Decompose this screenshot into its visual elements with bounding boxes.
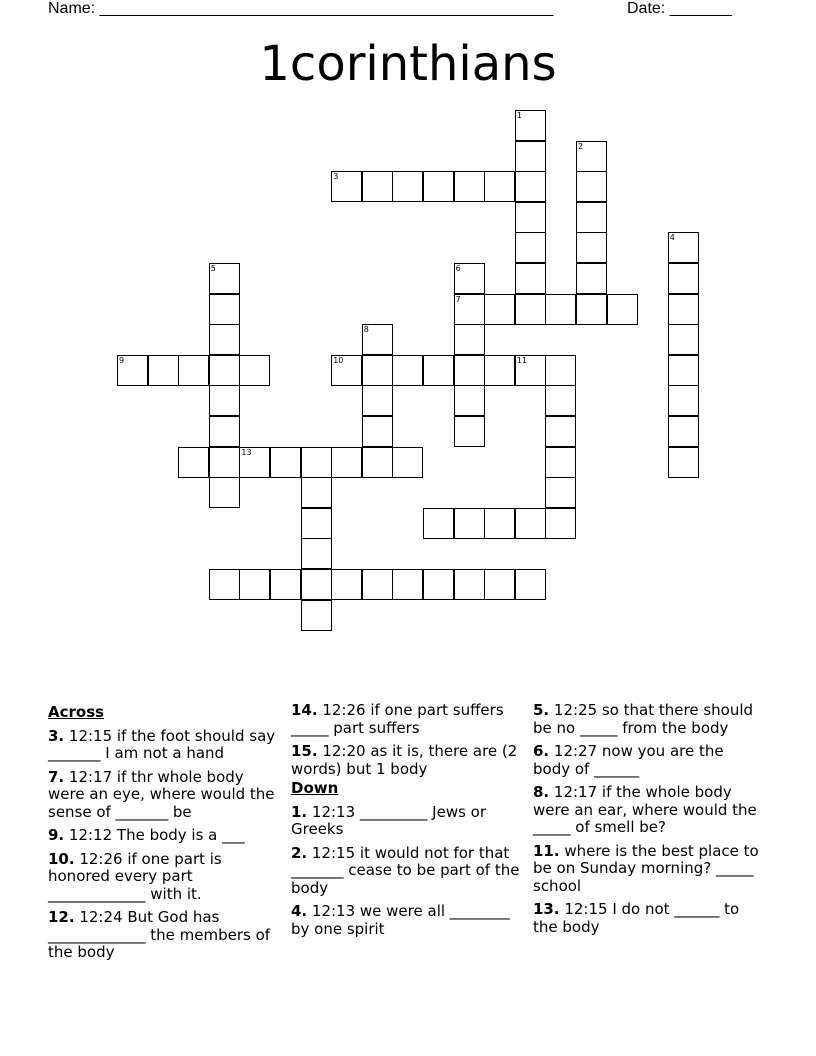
grid-cell[interactable]: [362, 569, 393, 600]
grid-cell[interactable]: [392, 569, 423, 600]
grid-cell[interactable]: [515, 294, 546, 325]
across-heading: Across: [48, 703, 105, 721]
clue-number: 13: [241, 447, 252, 457]
grid-cell[interactable]: [178, 447, 209, 478]
name-field-label[interactable]: Name: ___________________________________________________: [48, 0, 554, 17]
grid-cell[interactable]: [117, 355, 148, 386]
grid-cell[interactable]: [515, 171, 546, 202]
grid-cell[interactable]: [484, 569, 515, 600]
grid-cell[interactable]: [331, 447, 362, 478]
grid-cell[interactable]: [209, 416, 240, 447]
grid-cell[interactable]: [515, 355, 546, 386]
grid-cell[interactable]: [392, 447, 423, 478]
grid-cell[interactable]: [301, 447, 332, 478]
grid-cell[interactable]: [301, 508, 332, 539]
clues-column-1: [48, 702, 280, 962]
down-clue: 1. 12:13 _________ Jews or Greeks: [291, 802, 487, 838]
across-clue: 10. 12:26 if one part is honored every part _____________ with it.: [48, 849, 222, 903]
grid-cell[interactable]: [576, 294, 607, 325]
grid-cell[interactable]: [576, 232, 607, 263]
grid-cell[interactable]: [668, 263, 699, 294]
date-field-label[interactable]: Date: _______: [627, 0, 732, 17]
across-clue: 7. 12:17 if thr whole body were an eye, where would the sense of _______ be: [48, 767, 275, 821]
grid-cell[interactable]: [576, 171, 607, 202]
grid-cell[interactable]: [362, 171, 393, 202]
grid-cell[interactable]: [515, 508, 546, 539]
grid-cell[interactable]: [423, 569, 454, 600]
grid-cell[interactable]: [576, 141, 607, 172]
clue-number: 10: [333, 355, 344, 365]
grid-cell[interactable]: [454, 416, 485, 447]
grid-cell[interactable]: [515, 263, 546, 294]
grid-cell[interactable]: [545, 385, 576, 416]
grid-cell[interactable]: [484, 171, 515, 202]
clue-number: 11: [516, 355, 527, 365]
grid-cell[interactable]: [515, 202, 546, 233]
grid-cell[interactable]: [239, 447, 270, 478]
clue-number: 4: [669, 233, 675, 243]
across-clue: 15. 12:20 as it is, there are (2 words) but 1 body: [291, 742, 518, 778]
down-clue: 2. 12:15 it would not for that _______ cease to be part of the body: [291, 843, 520, 897]
grid-cell[interactable]: [209, 263, 240, 294]
grid-cell[interactable]: [454, 294, 485, 325]
down-clue: 11. where is the best place to be on Sunday morning? _____ school: [533, 841, 759, 895]
grid-cell[interactable]: [209, 385, 240, 416]
grid-cell[interactable]: [362, 324, 393, 355]
clue-number: 7: [455, 294, 461, 304]
clue-number: 9: [119, 355, 125, 365]
grid-cell[interactable]: [668, 447, 699, 478]
grid-cell[interactable]: [545, 477, 576, 508]
grid-cell[interactable]: [454, 171, 485, 202]
grid-cell[interactable]: [668, 232, 699, 263]
grid-cell[interactable]: [454, 385, 485, 416]
down-clue: 8. 12:17 if the whole body were an ear, where would the _____ of smell be?: [533, 783, 757, 836]
grid-cell[interactable]: [362, 416, 393, 447]
grid-cell[interactable]: [239, 569, 270, 600]
grid-cell[interactable]: [484, 355, 515, 386]
grid-cell[interactable]: [515, 232, 546, 263]
grid-cell[interactable]: [209, 294, 240, 325]
clue-number: 2: [578, 141, 584, 151]
across-clue: 9. 12:12 The body is a ___: [48, 826, 245, 844]
grid-cell[interactable]: [301, 600, 332, 631]
clues-column-3: [533, 702, 765, 936]
grid-cell[interactable]: [331, 355, 362, 386]
grid-cell[interactable]: [331, 569, 362, 600]
grid-cell[interactable]: [148, 355, 179, 386]
grid-cell[interactable]: [454, 355, 485, 386]
grid-cell[interactable]: [668, 355, 699, 386]
grid-cell[interactable]: [270, 447, 301, 478]
down-clue: 13. 12:15 I do not ______ to the body: [533, 900, 740, 936]
grid-cell[interactable]: [576, 202, 607, 233]
grid-cell[interactable]: [454, 569, 485, 600]
grid-cell[interactable]: [423, 508, 454, 539]
grid-cell[interactable]: [515, 110, 546, 141]
grid-cell[interactable]: [331, 171, 362, 202]
grid-cell[interactable]: [301, 569, 332, 600]
across-clue: 3. 12:15 if the foot should say _______ I am not a hand: [48, 726, 276, 762]
down-heading: Down: [291, 779, 339, 797]
grid-cell[interactable]: [239, 355, 270, 386]
grid-cell[interactable]: [209, 569, 240, 600]
grid-cell[interactable]: [209, 324, 240, 355]
grid-cell[interactable]: [209, 355, 240, 386]
grid-cell[interactable]: [668, 416, 699, 447]
down-clue: 4. 12:13 we were all ________ by one spirit: [291, 902, 510, 938]
clue-number: 6: [455, 264, 461, 273]
down-clue: 6. 12:27 now you are the body of ______: [533, 742, 724, 778]
grid-cell[interactable]: [362, 385, 393, 416]
grid-cell[interactable]: [484, 294, 515, 325]
grid-cell[interactable]: [668, 385, 699, 416]
grid-cell[interactable]: [209, 447, 240, 478]
grid-cell[interactable]: [301, 538, 332, 569]
grid-cell[interactable]: [209, 477, 240, 508]
grid-cell[interactable]: [423, 355, 454, 386]
clue-number: 5: [210, 264, 216, 273]
puzzle-title: 1corinthians: [259, 36, 557, 92]
grid-cell[interactable]: [423, 171, 454, 202]
grid-cell[interactable]: [545, 447, 576, 478]
grid-cell[interactable]: [301, 477, 332, 508]
clues-column-2: [291, 702, 523, 938]
grid-cell[interactable]: [454, 508, 485, 539]
grid-cell[interactable]: [362, 447, 393, 478]
grid-cell[interactable]: [545, 416, 576, 447]
grid-cell[interactable]: [270, 569, 301, 600]
clue-number: 1: [516, 111, 522, 120]
grid-cell[interactable]: [668, 294, 699, 325]
clue-number: 3: [333, 172, 339, 182]
grid-cell[interactable]: [515, 141, 546, 172]
grid-cell[interactable]: [392, 355, 423, 386]
grid-cell[interactable]: [454, 263, 485, 294]
grid-cell[interactable]: [545, 355, 576, 386]
grid-cell[interactable]: [178, 355, 209, 386]
grid-cell[interactable]: [362, 355, 393, 386]
across-clue: 14. 12:26 if one part suffers _____ part suffers: [291, 701, 504, 737]
grid-cell[interactable]: [668, 324, 699, 355]
grid-cell[interactable]: [515, 569, 546, 600]
grid-cell[interactable]: [576, 263, 607, 294]
down-clue: 5. 12:25 so that there should be no _____ from the body: [533, 701, 754, 737]
grid-cell[interactable]: [545, 294, 576, 325]
clue-number: 8: [363, 325, 369, 335]
grid-cell[interactable]: [392, 171, 423, 202]
grid-cell[interactable]: [607, 294, 638, 325]
across-clue: 12. 12:24 But God has _____________ the members of the body: [48, 908, 271, 961]
grid-cell[interactable]: [484, 508, 515, 539]
grid-cell[interactable]: [545, 508, 576, 539]
grid-cell[interactable]: [454, 324, 485, 355]
